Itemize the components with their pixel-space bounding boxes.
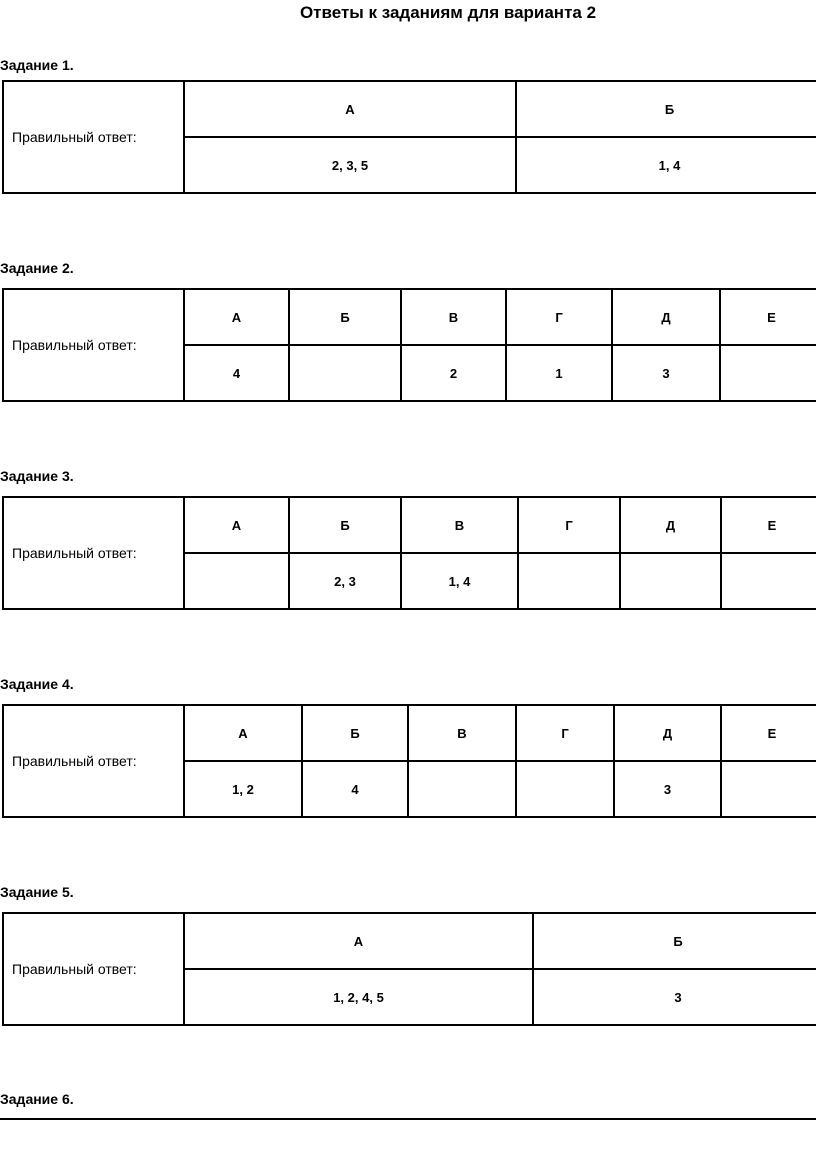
header-cell: Д: [620, 497, 721, 553]
answer-cell: 4: [184, 345, 289, 401]
answer-label: Правильный ответ:: [3, 705, 184, 817]
task-4-table: [2, 704, 816, 818]
answer-cell: 3: [533, 969, 816, 1025]
task-5-label: Задание 5.: [0, 884, 74, 900]
header-cell: Б: [533, 913, 816, 969]
task-3-label: Задание 3.: [0, 468, 74, 484]
answer-cell: [620, 553, 721, 609]
answer-cell: 1, 4: [516, 137, 816, 193]
answer-cell: 2, 3, 5: [184, 137, 516, 193]
header-cell: А: [184, 289, 289, 345]
divider: [0, 1118, 816, 1120]
task-3-table: [2, 496, 816, 610]
answer-cell: 2, 3: [289, 553, 401, 609]
header-cell: Б: [516, 81, 816, 137]
header-cell: Б: [289, 289, 401, 345]
task-4-label: Задание 4.: [0, 676, 74, 692]
task-2-label: Задание 2.: [0, 260, 74, 276]
header-cell: Е: [721, 705, 816, 761]
header-cell: В: [408, 705, 516, 761]
answer-cell: 1, 2, 4, 5: [184, 969, 533, 1025]
answer-cell: [184, 553, 289, 609]
header-cell: А: [184, 81, 516, 137]
answer-label: Правильный ответ:: [3, 913, 184, 1025]
answer-label: Правильный ответ:: [3, 497, 184, 609]
header-cell: А: [184, 497, 289, 553]
header-cell: Б: [289, 497, 401, 553]
answer-cell: [516, 761, 614, 817]
header-cell: В: [401, 497, 518, 553]
answer-label: Правильный ответ:: [3, 289, 184, 401]
answer-label: Правильный ответ:: [3, 81, 184, 193]
answer-cell: 1, 4: [401, 553, 518, 609]
task-1-label: Задание 1.: [0, 57, 74, 73]
header-cell: А: [184, 913, 533, 969]
answer-cell: 2: [401, 345, 506, 401]
header-cell: Г: [518, 497, 620, 553]
header-cell: Г: [506, 289, 612, 345]
answer-cell: 3: [614, 761, 721, 817]
answer-cell: [518, 553, 620, 609]
answer-cell: 1, 2: [184, 761, 302, 817]
header-cell: Д: [612, 289, 720, 345]
answer-cell: [721, 553, 816, 609]
answer-cell: [289, 345, 401, 401]
answer-cell: 1: [506, 345, 612, 401]
header-cell: Е: [721, 497, 816, 553]
header-cell: Д: [614, 705, 721, 761]
answer-cell: 3: [612, 345, 720, 401]
task-6-label: Задание 6.: [0, 1091, 74, 1107]
header-cell: В: [401, 289, 506, 345]
header-cell: А: [184, 705, 302, 761]
task-5-table: [2, 912, 816, 1026]
page-title: Ответы к заданиям для варианта 2: [299, 3, 597, 22]
task-1-table: [2, 80, 816, 194]
answer-cell: [721, 761, 816, 817]
answer-cell: [720, 345, 816, 401]
answer-cell: 4: [302, 761, 408, 817]
header-cell: Б: [302, 705, 408, 761]
header-cell: Г: [516, 705, 614, 761]
header-cell: Е: [720, 289, 816, 345]
answer-cell: [408, 761, 516, 817]
task-2-table: [2, 288, 816, 402]
